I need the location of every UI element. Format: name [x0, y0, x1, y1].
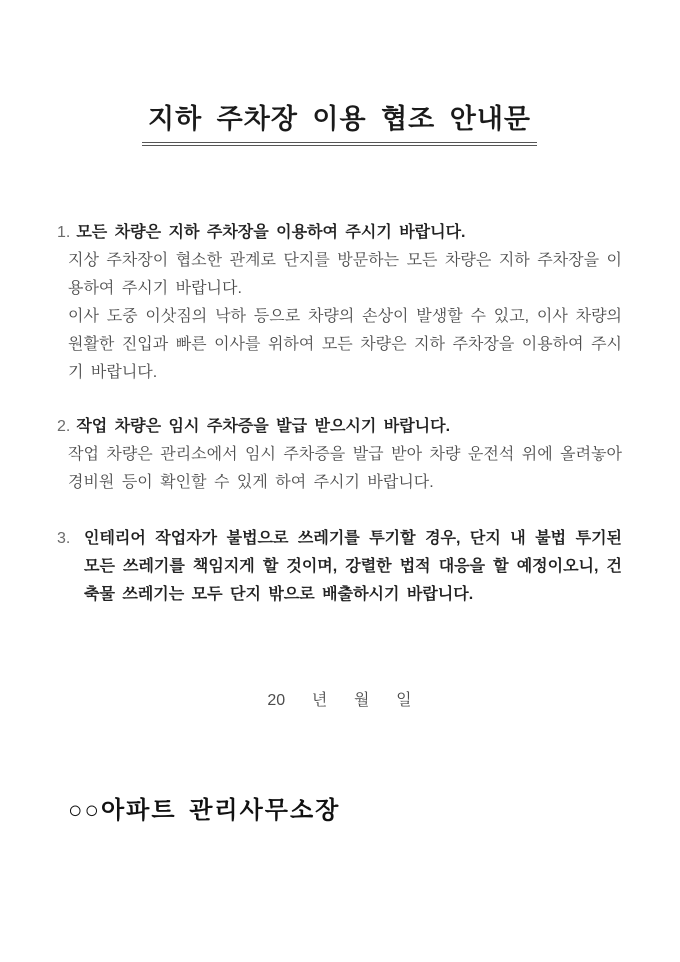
- item-2-number: 2.: [57, 417, 71, 435]
- notice-item-1: [57, 219, 622, 387]
- date-line: 20 년 월 일: [267, 691, 412, 709]
- notice-item-3: [57, 525, 622, 609]
- signature-line: ○○아파트 관리사무소장: [68, 796, 341, 824]
- item-2-heading-text: 작업 차량은 임시 주차증을 발급 받으시기 바랍니다.: [76, 417, 451, 435]
- item-1-paragraph-2: 이사 도중 이삿짐의 낙하 등으로 차량의 손상이 발생할 수 있고, 이사 차량의 원활한 진입과 빠른 이사를 위하여 모든 차량은 지하 주차장을 이용하여 주시기 바랍니다.: [68, 307, 622, 381]
- item-1-number: 1.: [57, 223, 71, 241]
- page-title: 지하 주차장 이용 협조 안내문: [142, 103, 537, 146]
- item-2-heading: [57, 413, 622, 441]
- item-1-paragraph-1: 지상 주차장이 협소한 관계로 단지를 방문하는 모든 차량은 지하 주차장을 이용하여 주시기 바랍니다.: [68, 251, 622, 297]
- item-2-paragraph-1: 작업 차량은 관리소에서 임시 주차증을 발급 받아 차량 운전석 위에 올려놓아 경비원 등이 확인할 수 있게 하여 주시기 바랍니다.: [68, 445, 622, 491]
- item-3-heading-text: 인테리어 작업자가 불법으로 쓰레기를 투기할 경우, 단지 내 불법 투기된 모든 쓰레기를 책임지게 할 것이며, 강렬한 법적 대응을 할 예정이오니, 건축물 쓰레기는 모두 단지 밖으로 배출하시기 바랍니다.: [84, 529, 622, 603]
- item-3-number: 3.: [57, 529, 71, 547]
- item-1-heading: [57, 219, 622, 247]
- item-1-heading-text: 모든 차량은 지하 주차장을 이용하여 주시기 바랍니다.: [76, 223, 466, 241]
- notice-item-2: [57, 413, 622, 497]
- title-block: [57, 85, 622, 165]
